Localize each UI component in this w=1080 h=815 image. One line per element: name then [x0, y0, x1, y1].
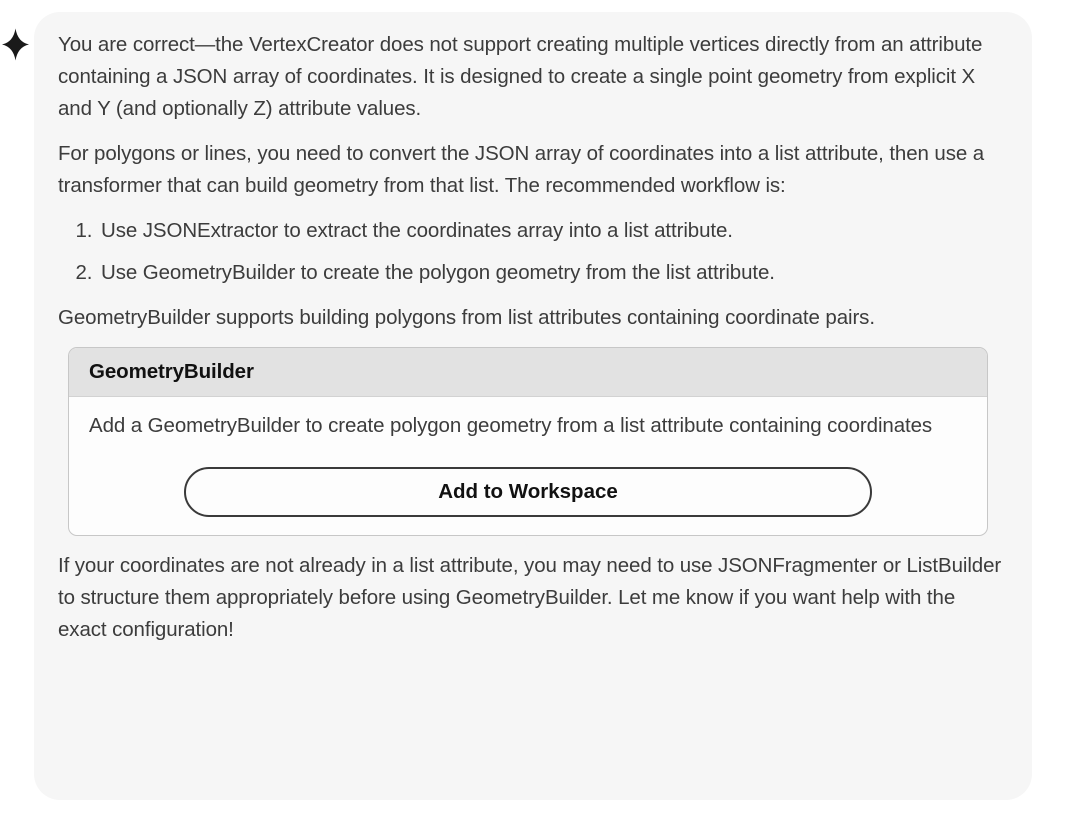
transformer-card [68, 347, 988, 536]
message-paragraph-closing: If your coordinates are not already in a list attribute, you may need to use JSONFragmenter or ListBuilder to structure them appropriately before using GeometryBuilder. Let me know if you want help with the exact configuration! [58, 554, 1002, 641]
transformer-card-description: Add a GeometryBuilder to create polygon geometry from a list attribute containing coordinates [89, 414, 933, 437]
workflow-steps-list [58, 215, 1008, 289]
ai-sparkle-icon [2, 28, 29, 61]
message-paragraph-intro: You are correct—the VertexCreator does not support creating multiple vertices directly from an attribute containing a JSON array of coordinates. It is designed to create a single point geometry from explicit X and Y (and optionally Z) attribute values. [58, 33, 983, 120]
transformer-card-title: GeometryBuilder [69, 348, 987, 397]
workflow-step-1: 1. Use JSONExtractor to extract the coordinates array into a list attribute. [98, 215, 1008, 247]
add-to-workspace-button[interactable]: Add to Workspace [184, 467, 872, 517]
message-paragraph-workflow: For polygons or lines, you need to convert the JSON array of coordinates into a list attribute, then use a transformer that can build geometry from that list. The recommended workflow is: [58, 142, 985, 197]
workflow-step-2: 2. Use GeometryBuilder to create the polygon geometry from the list attribute. [98, 257, 1008, 289]
assistant-message-bubble [34, 12, 1032, 800]
transformer-card-body [69, 397, 987, 535]
message-paragraph-support: GeometryBuilder supports building polygons from list attributes containing coordinate pairs. [58, 306, 875, 329]
